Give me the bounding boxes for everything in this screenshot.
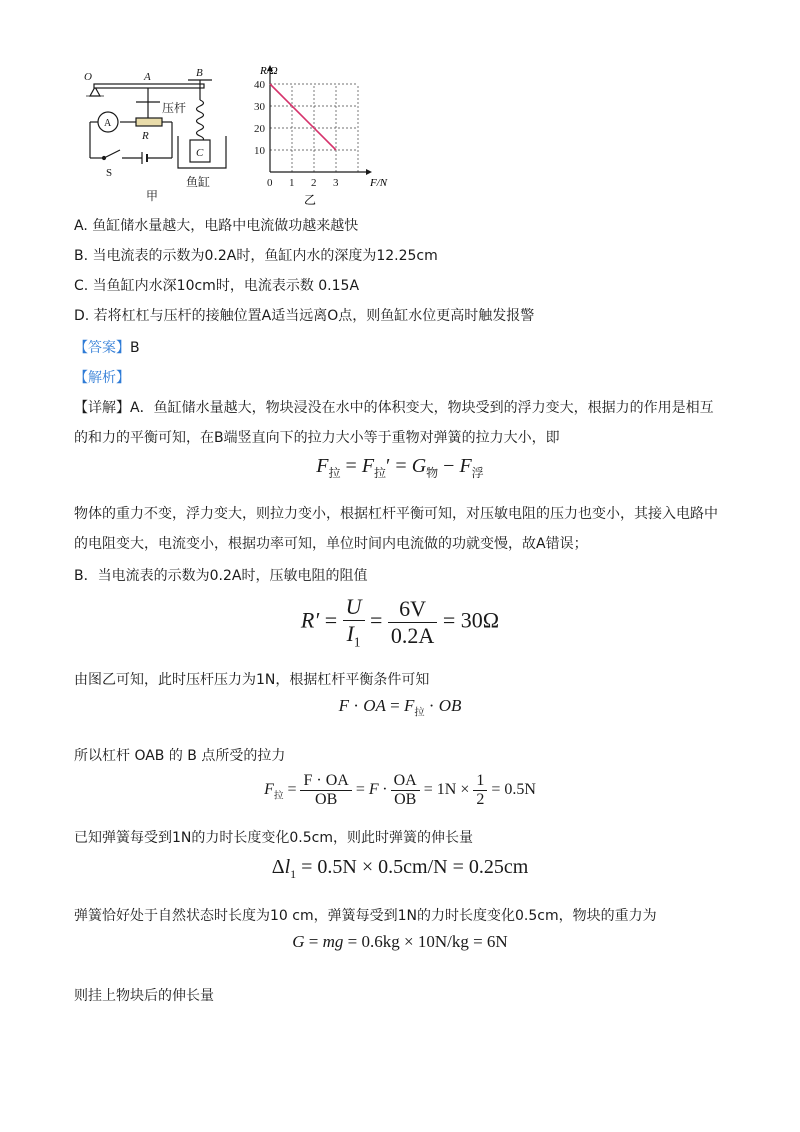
answer-value: B (130, 340, 140, 356)
detail-p7: 所以杠杆 OAB 的 B 点所受的拉力 (74, 748, 286, 764)
label-yagan: 压杆 (162, 101, 187, 115)
caption-yi: 乙 (304, 193, 317, 207)
chart-x-axis-label: F/N (370, 177, 388, 189)
equation-2: R′ = $\frac{U}{I_1}$ = $\frac{6V}{0.2A}$ = 30Ω (300, 594, 500, 650)
equation-6: G = mg = 0.6kg × 10N/kg = 6N (292, 932, 508, 951)
chart-y-tick-label: 30 (254, 101, 265, 113)
detail-p1: 【详解】A．鱼缸储水量越大，物块浸没在水中的体积变大，物块受到的浮力变大，根据力的作用是相互 (74, 400, 714, 416)
option-b: B. 当电流表的示数为0.2A时，鱼缸内水的深度为12.25cm (74, 248, 438, 264)
equation-1: $F_拉 = F_拉' = G_物 - F_浮$ (316, 455, 484, 480)
chart-x-tick-label: 0 (267, 177, 273, 189)
spring-icon (197, 100, 204, 142)
detail-p10: 则挂上物块后的伸长量 (74, 988, 214, 1004)
chart-x-tick-label: 2 (311, 177, 317, 189)
detail-p4: 的电阻变大，电流变小，根据功率可知，单位时间内电流做的功就变慢，故A错误； (74, 536, 588, 552)
lever-bar (94, 84, 204, 88)
label-a: A (144, 71, 151, 83)
chart-x-tick-label: 3 (333, 177, 339, 189)
label-yugang: 鱼缸 (186, 175, 211, 189)
label-c: C (196, 147, 204, 159)
detail-p6: 由图乙可知，此时压杆压力为1N，根据杠杆平衡条件可知 (74, 672, 430, 688)
detail-p8: 已知弹簧每受到1N的力时长度变化0.5cm，则此时弹簧的伸长量 (74, 830, 473, 846)
figure-yi-chart (254, 65, 372, 189)
detail-p2: 的和力的平衡可知，在B端竖直向下的拉力大小等于重物对弹簧的拉力大小，即 (74, 430, 560, 446)
figure-area (80, 60, 400, 210)
label-b: B (196, 67, 203, 79)
detail-p9: 弹簧恰好处于自然状态时长度为10 cm，弹簧每受到1N的力时长度变化0.5cm，物块的重力为 (74, 908, 657, 924)
option-d: D. 若将杠杠与压杆的接触位置A适当远离O点，则鱼缸水位更高时触发报警 (74, 308, 535, 324)
label-r: R (142, 130, 149, 142)
answer-tag: 【答案】 (74, 340, 130, 356)
chart-x-tick-label: 1 (289, 177, 295, 189)
detail-p3: 物体的重力不变，浮力变大，则拉力变小，根据杠杆平衡可知，对压敏电阻的压力也变小，其接入电路中 (74, 506, 718, 522)
label-ammeter: A (104, 118, 112, 129)
label-s: S (106, 167, 113, 179)
chart-series-line (270, 84, 336, 150)
switch-blade (104, 150, 120, 158)
resistor-r (136, 118, 162, 126)
detail-p5: B．当电流表的示数为0.2A时，压敏电阻的阻值 (74, 568, 368, 584)
chart-y-tick-label: 10 (254, 145, 265, 157)
equation-5: $\Delta l_1 = 0.5N \times 0.5cm/N = 0.25cm$ (271, 856, 529, 881)
equation-3: F · OA = $F_拉$ · OB (338, 696, 462, 719)
chart-x-arrow (366, 169, 372, 175)
label-o: O (84, 71, 92, 83)
chart-y-tick-label: 40 (254, 79, 265, 91)
answer-line (74, 338, 140, 358)
option-a: A. 鱼缸储水量越大，电路中电流做功越来越快 (74, 218, 359, 234)
option-c: C. 当鱼缸内水深10cm时，电流表示数 0.15A (74, 278, 360, 294)
caption-jia: 甲 (146, 189, 159, 203)
analysis-tag: 【解析】 (74, 370, 130, 386)
chart-y-tick-label: 20 (254, 123, 265, 135)
detail-tag: 【详解】 (74, 400, 130, 416)
equation-4: $F_拉$ = $\frac{F \cdot OA}{OB}$ = F · $\frac{OA}{OB}$ = 1N × $\frac{1}{2}$ = 0.5N (264, 772, 536, 808)
chart-y-axis-label: R/Ω (260, 65, 278, 77)
